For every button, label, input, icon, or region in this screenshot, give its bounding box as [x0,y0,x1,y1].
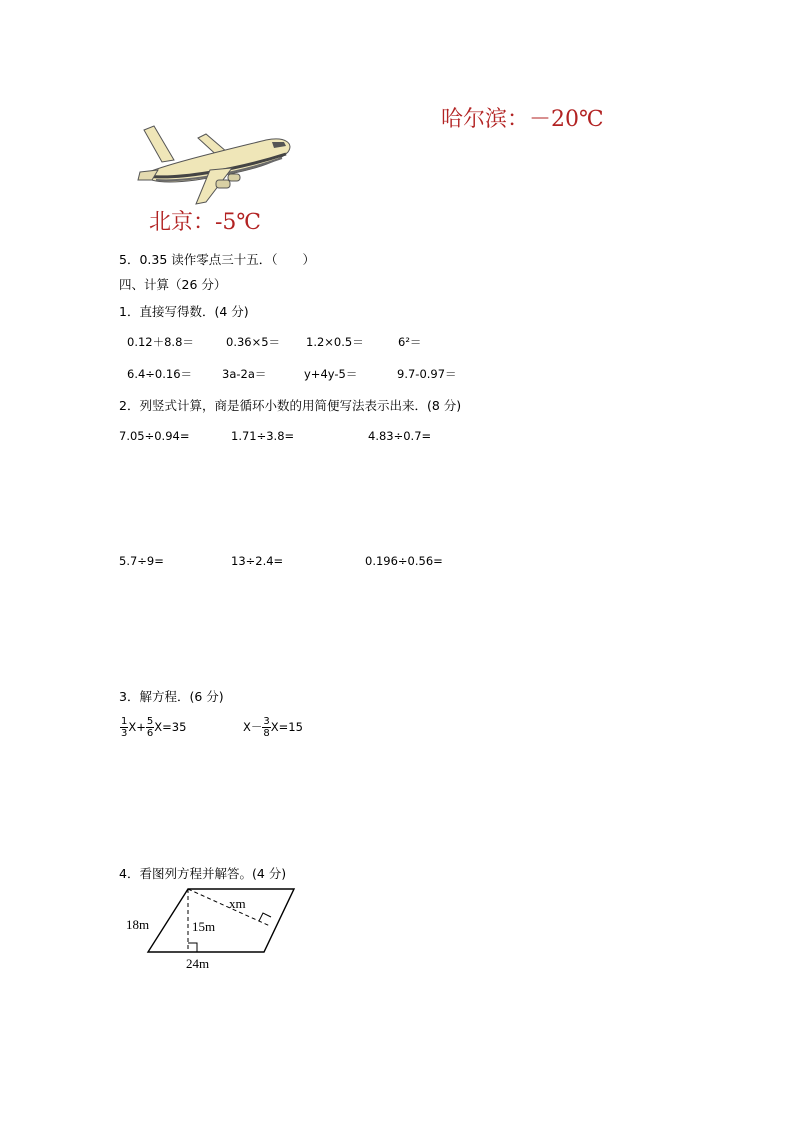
label-side-18m: 18m [126,917,150,932]
label-height-15m: 15m [192,919,216,934]
fraction-denominator: 3 [121,728,128,739]
parallelogram-shape [148,889,294,952]
p1-expr-2: 0.36×5＝ [226,335,281,349]
p2-expr-4: 5.7÷9= [119,554,164,568]
p1-expr-7: y+4y-5＝ [304,367,358,381]
section-4-title: 四、计算（26 分） [119,277,227,292]
right-angle-mark-side [259,913,271,921]
equation-2-head: X－ [243,720,263,734]
airplane-illustration [136,124,296,210]
p2-expr-1: 7.05÷0.94= [119,429,190,443]
problem-4-title: 4．看图列方程并解答。(4 分) [119,866,287,881]
equation-1 [120,716,186,739]
p1-expr-4: 6²＝ [398,335,422,349]
p1-expr-6: 3a-2a＝ [222,367,267,381]
equation-2-tail: X=15 [270,720,303,734]
equation-2-fraction [262,716,270,739]
equation-1-middle: X+ [128,720,146,734]
p2-expr-2: 1.71÷3.8= [231,429,295,443]
equation-1-tail: X=35 [154,720,187,734]
question-5: 5．0.35 读作零点三十五．（ ） [119,252,316,267]
equation-1-fraction-2 [146,716,154,739]
p1-expr-5: 6.4÷0.16＝ [127,367,193,381]
fraction-numerator: 5 [146,716,154,727]
equation-2 [243,716,303,739]
problem-3-title: 3．解方程．(6 分) [119,689,224,704]
label-base-24m: 24m [186,956,210,971]
p2-expr-3: 4.83÷0.7= [368,429,432,443]
p2-expr-6: 0.196÷0.56= [365,554,443,568]
p1-expr-1: 0.12＋8.8＝ [127,335,194,349]
fraction-numerator: 3 [263,716,270,727]
parallelogram-diagram [120,884,330,976]
p2-expr-5: 13÷2.4= [231,554,284,568]
p1-expr-8: 9.7-0.97＝ [397,367,457,381]
fraction-denominator: 6 [146,728,154,739]
p1-expr-3: 1.2×0.5＝ [306,335,364,349]
harbin-temperature: 哈尔滨：－20℃ [441,107,604,132]
problem-1-title: 1．直接写得数．(4 分) [119,304,249,319]
beijing-temperature: 北京：-5℃ [149,210,262,235]
label-diag-xm: xm [229,896,246,911]
fraction-numerator: 1 [121,716,128,727]
right-angle-mark-base [188,943,197,952]
problem-2-title: 2．列竖式计算，商是循环小数的用简便写法表示出来．(8 分) [119,398,462,413]
fraction-denominator: 8 [263,728,270,739]
